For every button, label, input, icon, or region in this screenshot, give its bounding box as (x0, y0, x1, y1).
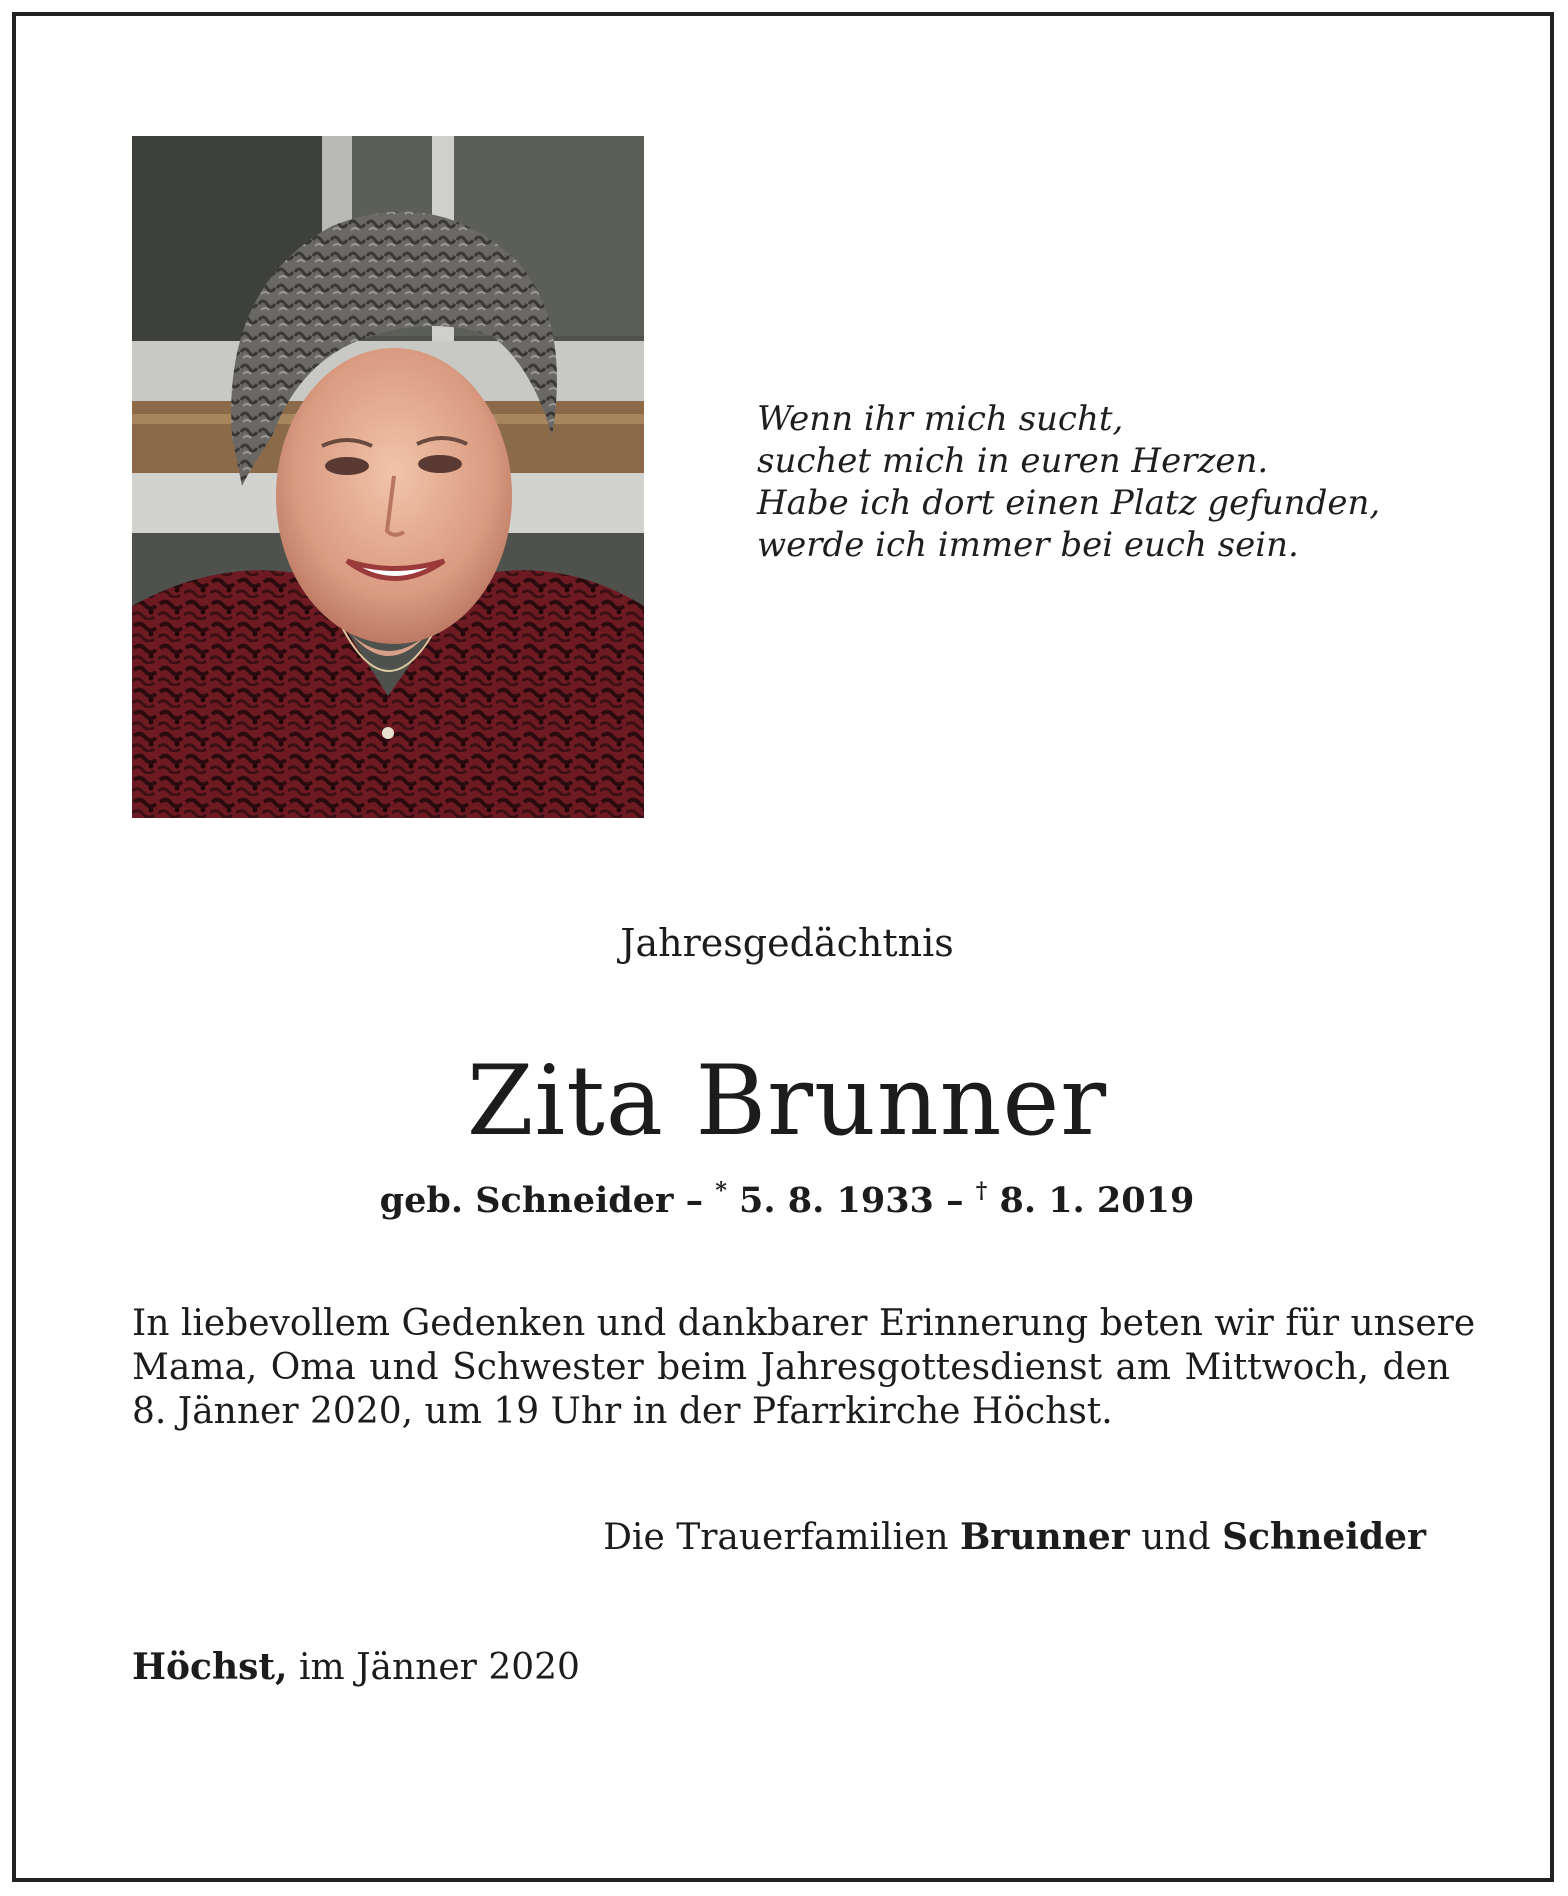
announcement-line: 8. Jänner 2020, um 19 Uhr in der Pfarrkirche Höchst. (132, 1391, 1113, 1432)
memorial-announcement (132, 1302, 1476, 1434)
signature-prefix: Die Trauerfamilien (603, 1517, 949, 1558)
announcement-line: In liebevollem Gedenken und dankbarer Erinnerung beten wir für unsere (132, 1303, 1476, 1344)
family-name-brunner: Brunner (959, 1516, 1130, 1558)
family-signature (603, 1514, 1426, 1561)
place: Höchst, (132, 1646, 288, 1688)
poem-line: Habe ich dort einen Platz gefunden, (757, 483, 1381, 523)
death-symbol: † (975, 1178, 988, 1204)
birth-symbol: * (715, 1178, 727, 1204)
poem-line: werde ich immer bei euch sein. (757, 525, 1299, 565)
place-and-date (132, 1644, 580, 1691)
separator: – (946, 1180, 964, 1221)
family-name-schneider: Schneider (1222, 1516, 1426, 1558)
poem (757, 398, 1457, 566)
signature-conjunction: und (1141, 1517, 1211, 1558)
poem-line: suchet mich in euren Herzen. (757, 441, 1269, 481)
portrait-photo (132, 136, 644, 818)
death-date: 8. 1. 2019 (999, 1180, 1195, 1221)
poem-line: Wenn ihr mich sucht, (757, 399, 1124, 439)
announcement-line: Mama, Oma und Schwester beim Jahresgottesdienst am Mittwoch, den (132, 1347, 1450, 1388)
birth-date: 5. 8. 1933 (739, 1180, 934, 1221)
obituary-frame (12, 12, 1554, 1882)
deceased-name: Zita Brunner (466, 1045, 1108, 1157)
life-dates (16, 1179, 1558, 1223)
birth-name: geb. Schneider (379, 1180, 674, 1221)
portrait-illustration (132, 136, 644, 818)
memorial-title: Jahresgedächtnis (620, 921, 954, 965)
separator: – (685, 1180, 704, 1221)
date: im Jänner 2020 (299, 1647, 580, 1688)
